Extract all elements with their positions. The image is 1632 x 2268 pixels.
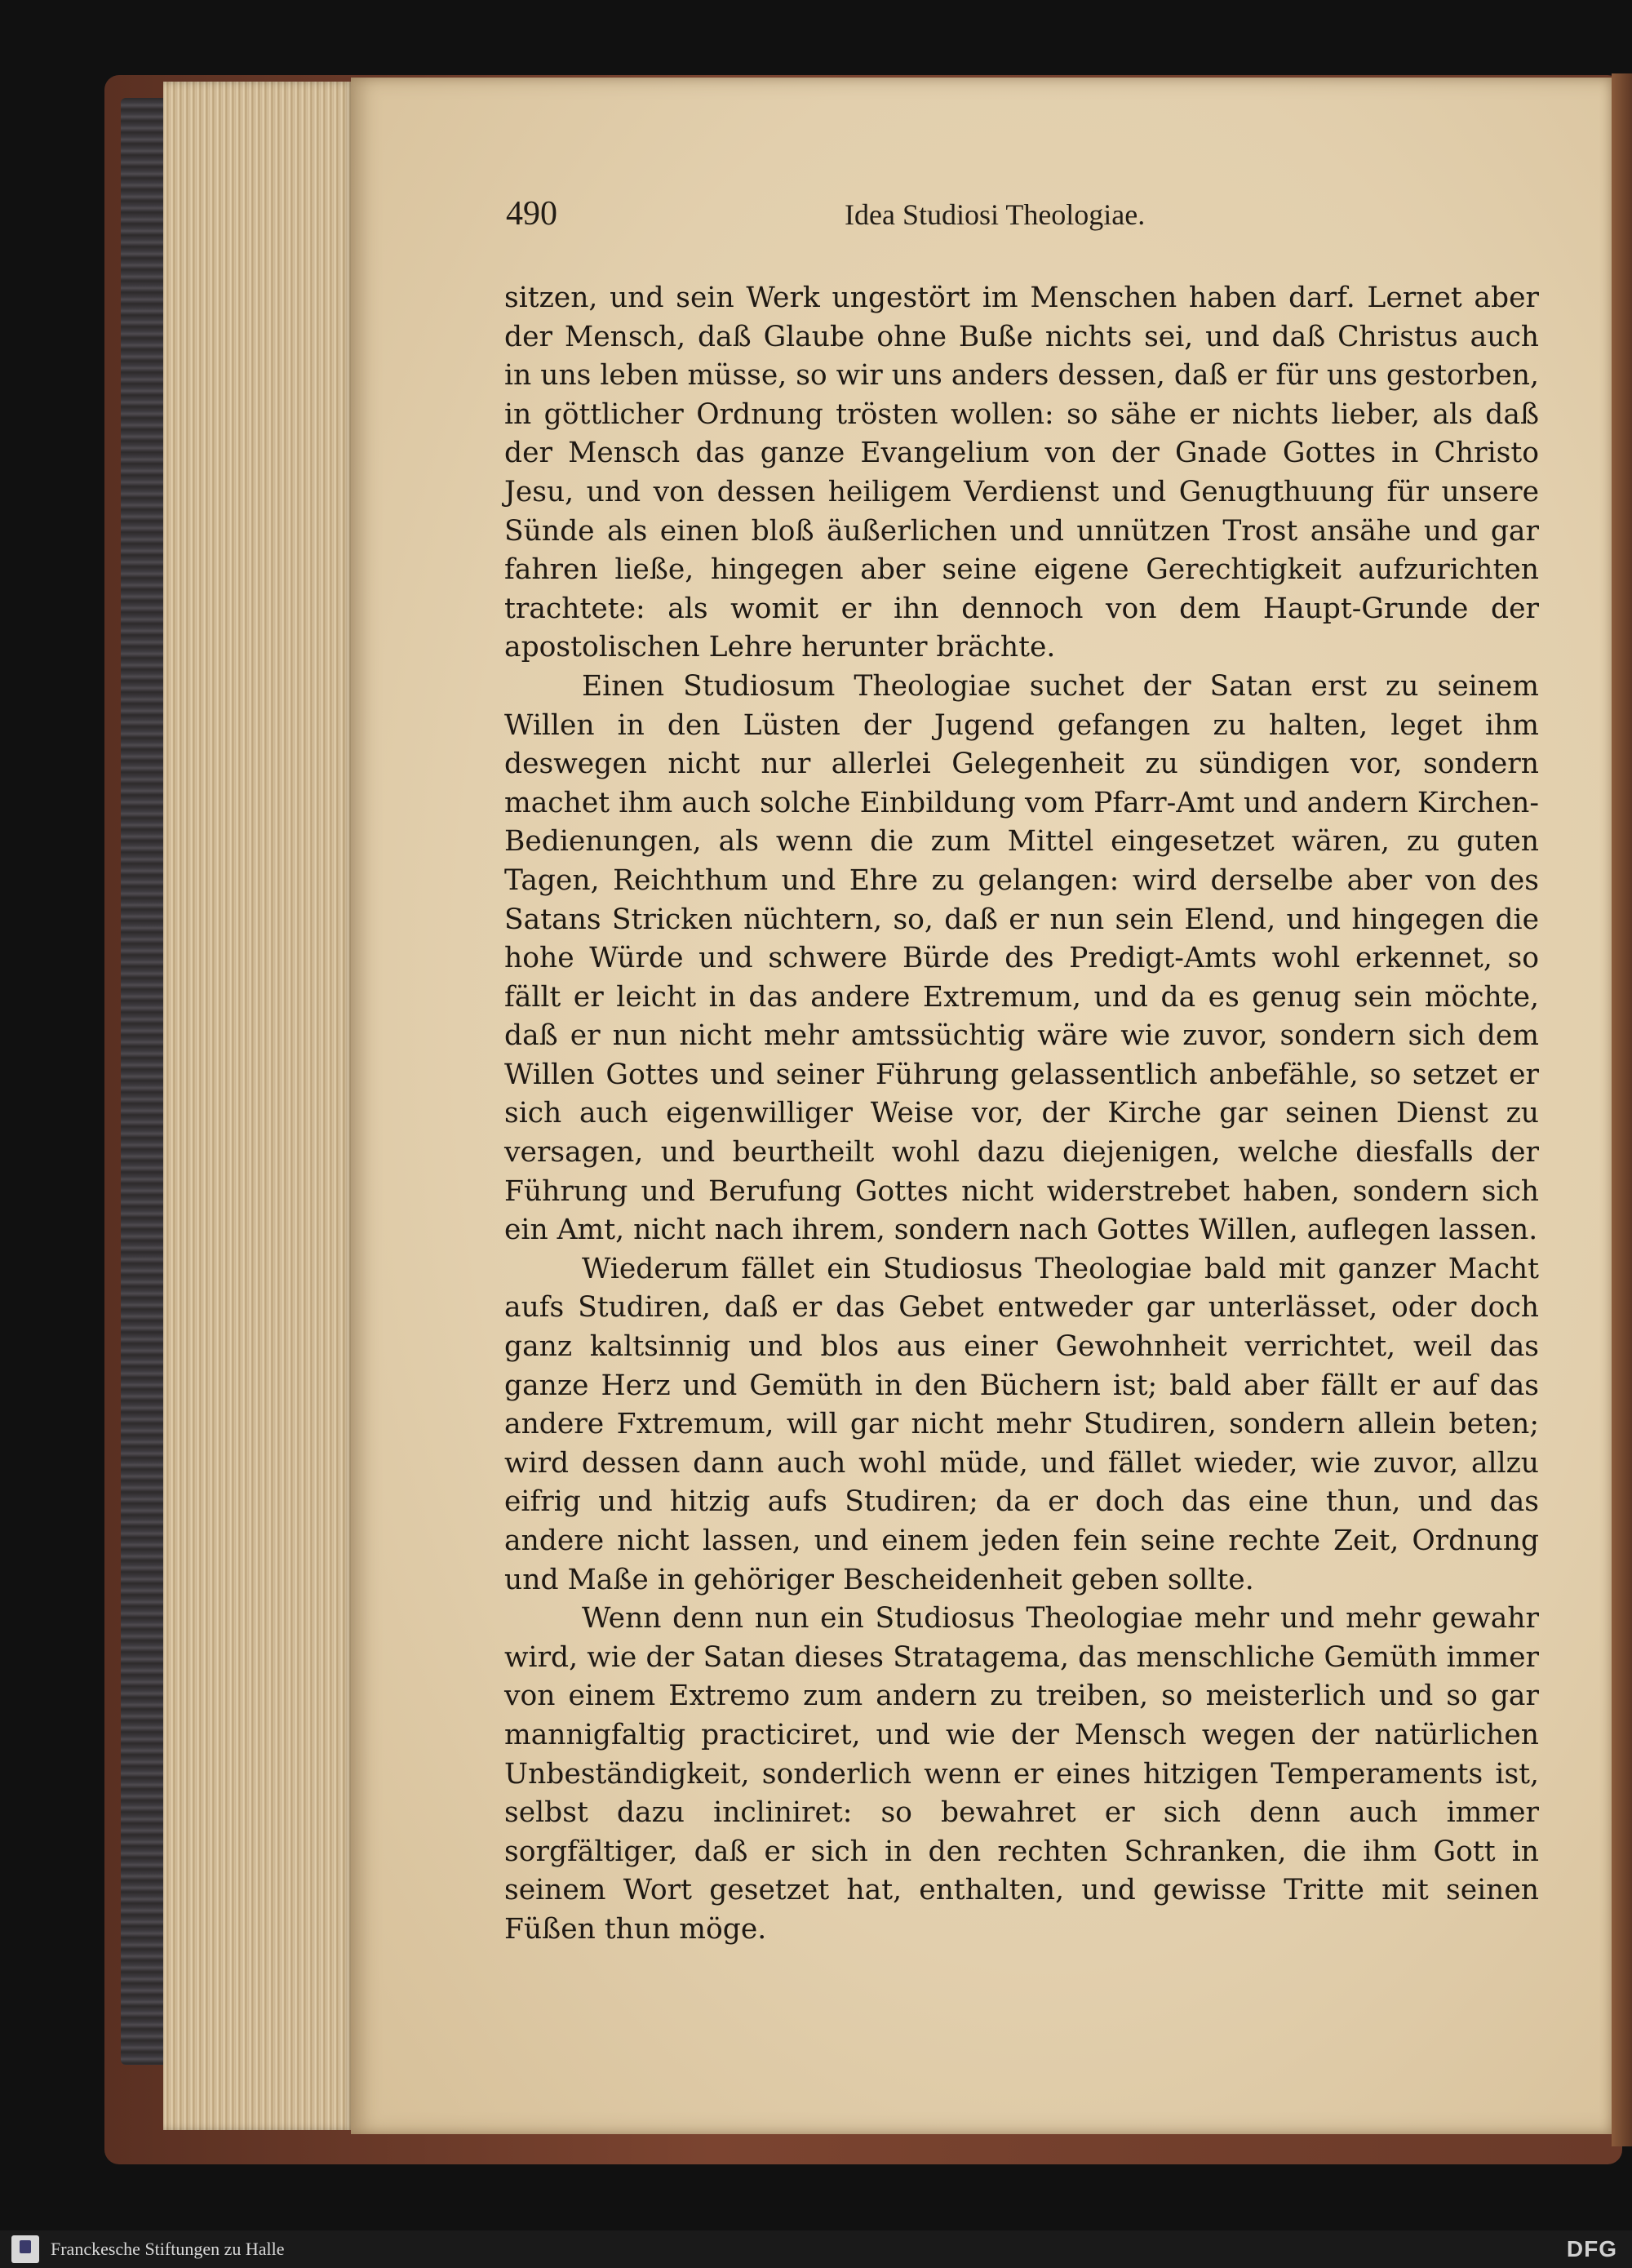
page-edges xyxy=(163,82,355,2130)
paragraph: Wenn denn nun ein Studiosus Theologiae mehr und mehr gewahr wird, wie der Satan dieses Stratagema, das menschliche Gemüth immer von einem Extremo zum andern zu treiben, so meisterlich und so gar mannigfaltig practiciret, und wie der Mensch wegen der natürlichen Unbeständigkeit, sonderlich wenn er eines hitzigen Temperaments ist, selbst dazu incliniret: so bewahret er sich denn auch immer sorgfältiger, daß er sich in den rechten Schranken, die ihm Gott in seinem Wort gesetzet hat, enthalten, und gewisse Tritte mit seinen Füßen thun möge. xyxy=(504,1602,1539,1946)
body-text xyxy=(504,279,1539,1950)
facing-page-edge xyxy=(1612,73,1632,2146)
page-number: 490 xyxy=(506,195,557,233)
paragraph: Wiederum fället ein Studiosus Theologiae bald mit ganzer Macht aufs Studiren, daß er das Gebet entweder gar unterlässet, oder doch ganz kaltsinnig und blos aus einer Gewohnheit verrichtet, weil das ganze Herz und Gemüth in den Büchern ist; bald aber fällt er auf das andere Fxtremum, will gar nicht mehr Studiren, sondern allein beten; wird dessen dann auch wohl müde, und fället wieder, wie zuvor, allzu eifrig und hitzig aufs Studiren; da er doch das eine thun, und das andere nicht lassen, und einem jeden fein seine rechte Zeit, Ordnung und Maße in gehöriger Bescheidenheit geben sollte. xyxy=(504,1252,1539,1596)
running-title: Idea Studiosi Theologiae. xyxy=(845,198,1146,231)
paragraph: sitzen, und sein Werk ungestört im Menschen haben darf. Lernet aber der Mensch, daß Glaube ohne Buße nichts sei, und daß Christus auch in uns leben müsse, so wir uns anders dessen, daß er für uns gestorben, in göttlicher Ordnung trösten wollen: so sähe er nichts lieber, als daß der Mensch das ganze Evangelium von der Gnade Gottes in Christo Jesu, und von dessen heiligem Verdienst und Genugthuung für unsere Sünde als einen bloß äußerlichen und unnützen Trost ansähe und gar fahren ließe, hingegen aber seine eigene Gerechtigkeit aufzurichten trachtete: als womit er ihn dennoch von dem Haupt-Grunde der apostolischen Lehre herunter brächte. xyxy=(504,282,1539,664)
footer-institution[interactable]: Franckesche Stiftungen zu Halle xyxy=(51,2239,285,2259)
page-header xyxy=(506,194,1208,243)
dfg-logo[interactable]: DFG xyxy=(1566,2236,1617,2261)
paragraph: Einen Studiosum Theologiae suchet der Satan erst zu seinem Willen in den Lüsten der Jugend gefangen zu halten, leget ihm deswegen nicht nur allerlei Gelegenheit zu sündigen vor, sondern machet ihm auch solche Einbildung vom Pfarr-Amt und andern Kirchen-Bedienungen, als wenn die zum Mittel eingesetzet wären, zu guten Tagen, Reichthum und Ehre zu gelangen: wird derselbe aber von des Satans Stricken nüchtern, so, daß er nun sein Elend, und hingegen die hohe Würde und schwere Bürde des Predigt-Amts wohl erkennet, so fällt er leicht in das andere Extremum, und da es genug sein möchte, daß er nun nicht mehr amtssüchtig wäre wie zuvor, sondern sich dem Willen Gottes und seiner Führung gelassentlich anbefähle, so setzet er sich auch eigenwilliger Weise vor, der Kirche gar seinen Dienst zu versagen, und beurtheilt wohl dazu diejenigen, welche diesfalls der Führung und Berufung Gottes nicht widerstrebet haben, sondern sich ein Amt, nicht nach ihrem, sondern nach Gottes Willen, auflegen lassen. xyxy=(504,669,1539,1247)
institution-logo-icon xyxy=(11,2235,39,2263)
viewer-footer xyxy=(0,2230,1632,2268)
